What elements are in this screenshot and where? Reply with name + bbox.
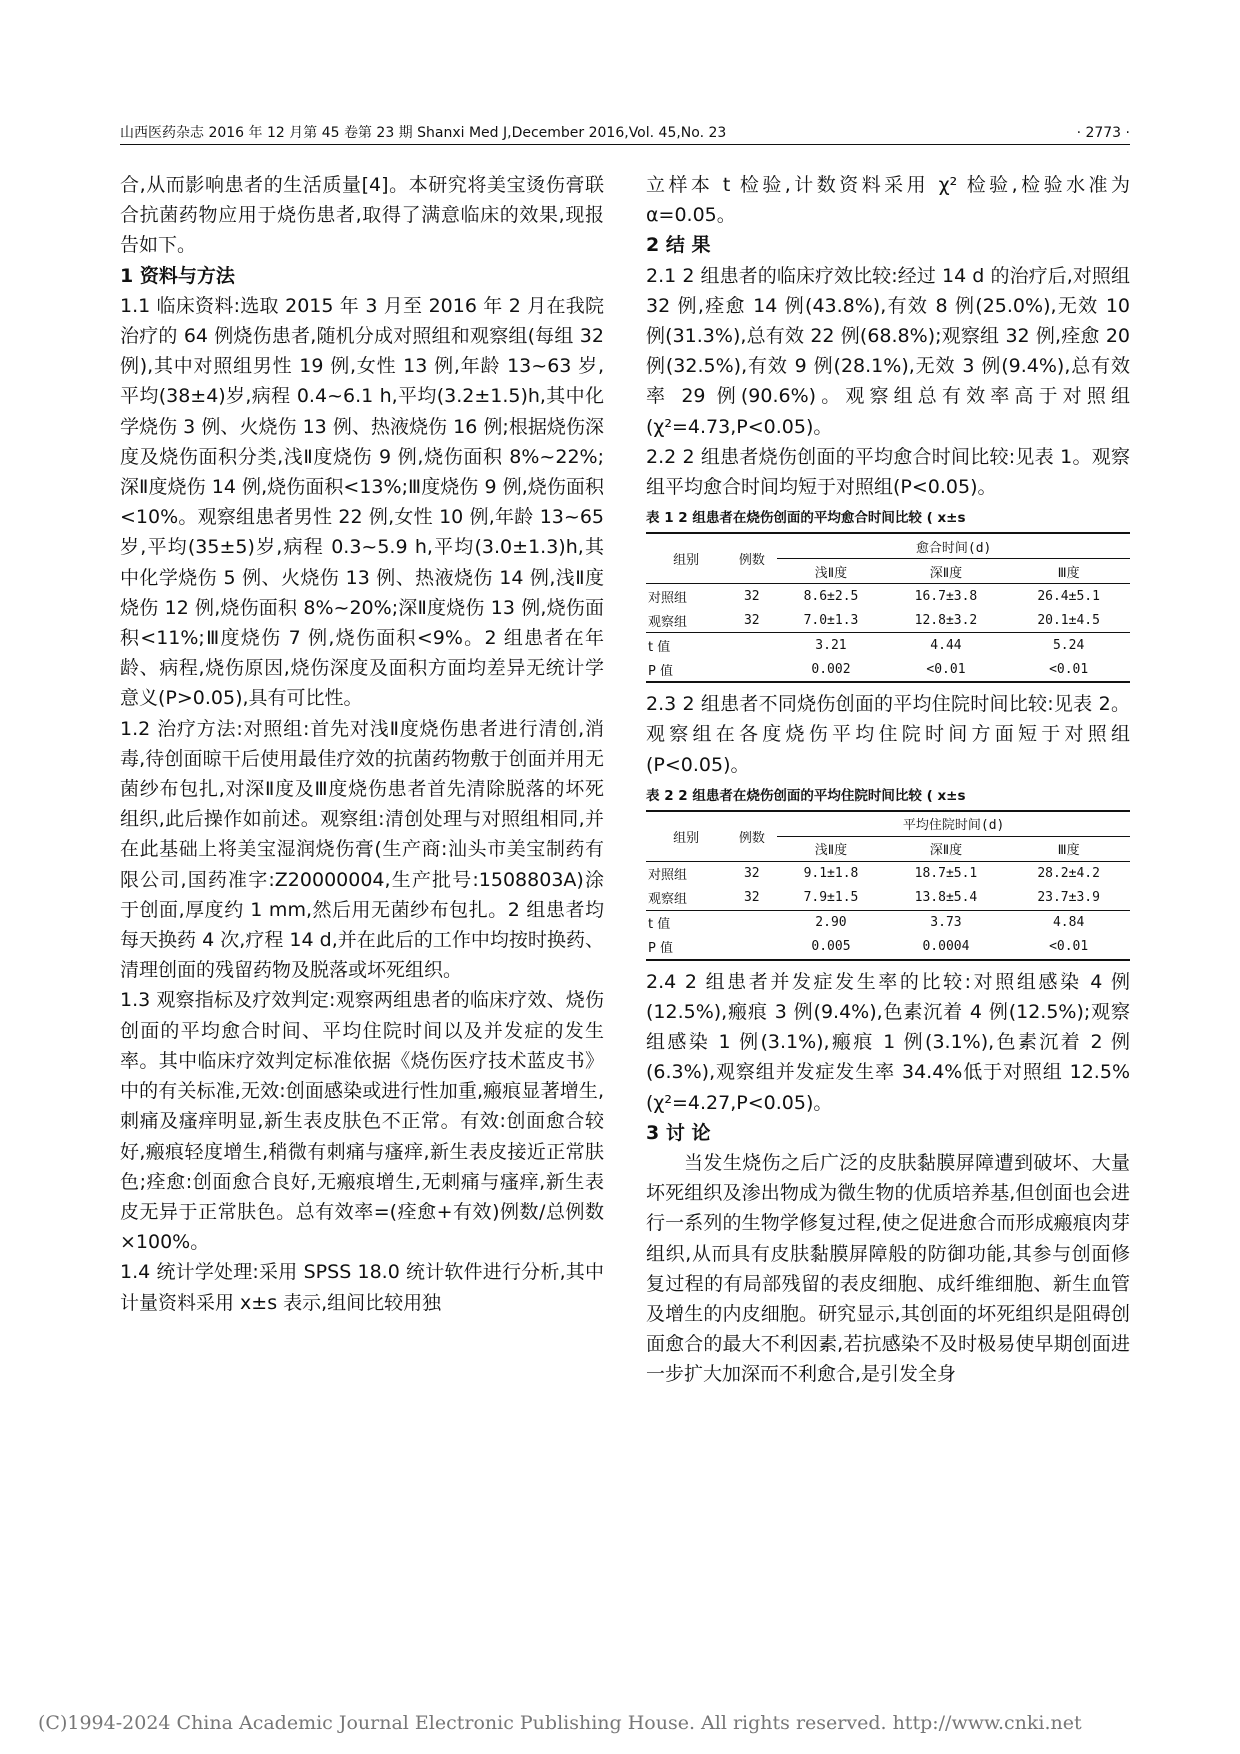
table-cell: <0.01 [1007, 935, 1130, 960]
page-number: · 2773 · [1076, 125, 1130, 141]
table-row [646, 584, 1130, 609]
statistics-continued: 立样本 t 检验,计数资料采用 χ² 检验,检验水准为 α=0.05。 [646, 174, 1130, 227]
table-cell: 3.73 [930, 915, 962, 931]
table-cell: 观察组 [646, 608, 726, 633]
table1-header-col2: 深Ⅱ度 [885, 559, 1008, 584]
table1-header-n: 例数 [726, 533, 777, 584]
table-row [646, 608, 1130, 633]
table1-header-col3: Ⅲ度 [1007, 559, 1130, 584]
table-cell: 0.002 [777, 657, 884, 682]
left-column [120, 170, 604, 1318]
table-cell: 3.21 [815, 637, 847, 653]
copyright-footer: (C)1994-2024 China Academic Journal Electronic Publishing House. All rights reserved. http://www.cnki.net [38, 1712, 1082, 1734]
statistics-paragraph: 1.4 统计学处理:采用 SPSS 18.0 统计软件进行分析,其中计量资料采用 x±s 表示,组间比较用独 [120, 1261, 604, 1314]
right-column [646, 170, 1130, 1390]
table1-header-span: 愈合时间(d) [777, 533, 1130, 559]
table-cell: t 值 [648, 639, 671, 655]
table-cell: 5.24 [1052, 637, 1085, 653]
table-cell: 32 [743, 588, 760, 604]
result-hospital-paragraph: 2.3 2 组患者不同烧伤创面的平均住院时间比较:见表 2。观察组在各度烧伤平均住院时间方面短于对照组(P<0.05)。 [646, 693, 1130, 776]
table1 [646, 532, 1130, 683]
table-cell: 23.7±3.9 [1007, 886, 1130, 911]
intro-paragraph: 合,从而影响患者的生活质量[4]。本研究将美宝烫伤膏联合抗菌药物应用于烧伤患者,取得了满意临床的效果,现报告如下。 [120, 174, 604, 257]
table2-header-col3: Ⅲ度 [1007, 836, 1130, 861]
table-cell [726, 633, 777, 658]
table-cell [726, 935, 777, 960]
table-cell: 7.9±1.5 [777, 886, 884, 911]
table-cell: 16.7±3.8 [914, 588, 978, 604]
result-complication-paragraph: 2.4 2 组患者并发症发生率的比较:对照组感染 4 例(12.5%),瘢痕 3 例(9.4%),色素沉着 4 例(12.5%);观察组感染 1 例(3.1%),瘢痕 1 例(3.1%),色素沉着 2 例(6.3%),观察组并发症发生率 34.4%低于对照组 12.5%(χ²=4.27,P<0.05)。 [646, 970, 1130, 1114]
table-cell: 0.0004 [885, 935, 1008, 960]
table-cell: t 值 [648, 917, 671, 933]
table-row [646, 886, 1130, 911]
table-cell: 4.44 [930, 637, 962, 653]
result-efficacy-paragraph: 2.1 2 组患者的临床疗效比较:经过 14 d 的治疗后,对照组 32 例,痊愈 14 例(43.8%),有效 8 例(25.0%),无效 10 例(31.3%),总有效 22 例(68.8%);观察组 32 例,痊愈 20 例(32.5%),有效 9 例(28.1%),无效 3 例(9.4%),总有效率 29 例(90.6%)。观察组总有效率高于对照组(χ²=4.73,P<0.05)。 [646, 264, 1130, 438]
running-header [120, 122, 1130, 145]
table2-header-span: 平均住院时间(d) [777, 811, 1130, 837]
table2-header-col1: 浅Ⅱ度 [777, 836, 884, 861]
treatment-paragraph: 1.2 治疗方法:对照组:首先对浅Ⅱ度烧伤患者进行清创,消毒,待创面晾干后使用最佳疗效的抗菌药物敷于创面并用无菌纱布包扎,对深Ⅱ度及Ⅲ度烧伤患者首先清除脱落的坏死组织,此后操作如前述。观察组:清创处理与对照组相同,并在此基础上将美宝湿润烧伤膏(生产商:汕头市美宝制药有限公司,国药准字:Z20000004,生产批号:1508803A)涂于创面,厚度约 1 mm,然后用无菌纱布包扎。2 组患者均每天换药 4 次,疗程 14 d,并在此后的工作中均按时换药、清理创面的残留药物及脱落或坏死组织。 [120, 717, 604, 982]
table-cell: 32 [726, 886, 777, 911]
table-cell: P 值 [646, 657, 726, 682]
indicators-paragraph: 1.3 观察指标及疗效判定:观察两组患者的临床疗效、烧伤创面的平均愈合时间、平均住院时间以及并发症的发生率。其中临床疗效判定标准依据《烧伤医疗技术蓝皮书》中的有关标准,无效:创面感染或进行性加重,瘢痕显著增生,刺痛及瘙痒明显,新生表皮肤色不正常。有效:创面愈合较好,瘢痕轻度增生,稍微有刺痛与瘙痒,新生表皮接近正常肤色;痊愈:创面愈合良好,无瘢痕增生,无刺痛与瘙痒,新生表皮无异于正常肤色。总有效率=(痊愈+有效)例数/总例数×100%。 [120, 989, 604, 1254]
section-heading-results: 2 结 果 [646, 234, 711, 257]
journal-citation: 山西医药杂志 2016 年 12 月第 45 卷第 23 期 Shanxi Med J,December 2016,Vol. 45,No. 23 [120, 125, 727, 141]
section-heading-methods: 1 资料与方法 [120, 264, 235, 287]
table1-caption: 表 1 2 组患者在烧伤创面的平均愈合时间比较 ( x±s [646, 510, 966, 527]
table-cell: 32 [743, 866, 760, 882]
table1-header-group: 组别 [646, 533, 726, 584]
table-row [646, 910, 1130, 935]
table-cell: 观察组 [646, 886, 726, 911]
table2 [646, 810, 1130, 961]
table-cell: 18.7±5.1 [914, 866, 978, 882]
table-cell: P 值 [646, 935, 726, 960]
table-cell: 12.8±3.2 [885, 608, 1008, 633]
table-cell: 13.8±5.4 [885, 886, 1008, 911]
table2-caption: 表 2 2 组患者在烧伤创面的平均住院时间比较 ( x±s [646, 787, 966, 804]
table2-header-n: 例数 [726, 811, 777, 862]
table-row [646, 633, 1130, 658]
table-cell: 4.84 [1052, 915, 1085, 931]
table-cell: 20.1±4.5 [1007, 608, 1130, 633]
table2-header-group: 组别 [646, 811, 726, 862]
table-cell: 对照组 [648, 590, 688, 606]
result-healing-paragraph: 2.2 2 组患者烧伤创面的平均愈合时间比较:见表 1。观察组平均愈合时间均短于对照组(P<0.05)。 [646, 445, 1130, 499]
clinical-data-paragraph: 1.1 临床资料:选取 2015 年 3 月至 2016 年 2 月在我院治疗的 64 例烧伤患者,随机分成对照组和观察组(每组 32 例),其中对照组男性 19 例,女性 13 例,年龄 13~63 岁,平均(38±4)岁,病程 0.4~6.1 h,平均(3.2±1.5)h,其中化学烧伤 3 例、火烧伤 13 例、热液烧伤 16 例;根据烧伤深度及烧伤面积分类,浅Ⅱ度烧伤 9 例,烧伤面积 8%~22%;深Ⅱ度烧伤 14 例,烧伤面积<13%;Ⅲ度烧伤 9 例,烧伤面积<10%。观察组患者男性 22 例,女性 10 例,年龄 13~65 岁,平均(35±5)岁,病程 0.3~5.9 h,平均(3.0±1.3)h,其中化学烧伤 5 例、火烧伤 13 例、热液烧伤 14 例,浅Ⅱ度烧伤 12 例,烧伤面积 8%~20%;深Ⅱ度烧伤 13 例,烧伤面积<11%;Ⅲ度烧伤 7 例,烧伤面积<9%。2 组患者在年龄、病程,烧伤原因,烧伤深度及面积方面均差异无统计学意义(P>0.05),具有可比性。 [120, 294, 604, 710]
table-cell: 32 [726, 608, 777, 633]
table-cell: <0.01 [885, 657, 1008, 682]
table-cell: 26.4±5.1 [1037, 588, 1100, 604]
table-row [646, 935, 1130, 960]
table-cell: 28.2±4.2 [1037, 866, 1100, 882]
table-cell: 8.6±2.5 [803, 588, 859, 604]
table-cell: 7.0±1.3 [777, 608, 884, 633]
discussion-paragraph: 当发生烧伤之后广泛的皮肤黏膜屏障遭到破坏、大量坏死组织及渗出物成为微生物的优质培养基,但创面也会进行一系列的生物学修复过程,使之促进愈合而形成瘢痕肉芽组织,从而具有皮肤黏膜屏障般的防御功能,其参与创面修复过程的有局部残留的表皮细胞、成纤维细胞、新生血管及增生的内皮细胞。研究显示,其创面的坏死组织是阻碍创面愈合的最大不利因素,若抗感染不及时极易使早期创面进一步扩大加深而不利愈合,是引发全身 [646, 1152, 1130, 1386]
table-row [646, 861, 1130, 886]
table-cell [726, 910, 777, 935]
section-heading-discussion: 3 讨 论 [646, 1121, 711, 1144]
table-row [646, 657, 1130, 682]
table-cell: 2.90 [815, 915, 847, 931]
table-cell [726, 657, 777, 682]
table-cell: <0.01 [1007, 657, 1130, 682]
table-cell: 9.1±1.8 [803, 866, 859, 882]
table-cell: 0.005 [777, 935, 884, 960]
table-cell: 对照组 [648, 868, 688, 884]
table1-header-col1: 浅Ⅱ度 [777, 559, 884, 584]
table2-header-col2: 深Ⅱ度 [885, 836, 1008, 861]
